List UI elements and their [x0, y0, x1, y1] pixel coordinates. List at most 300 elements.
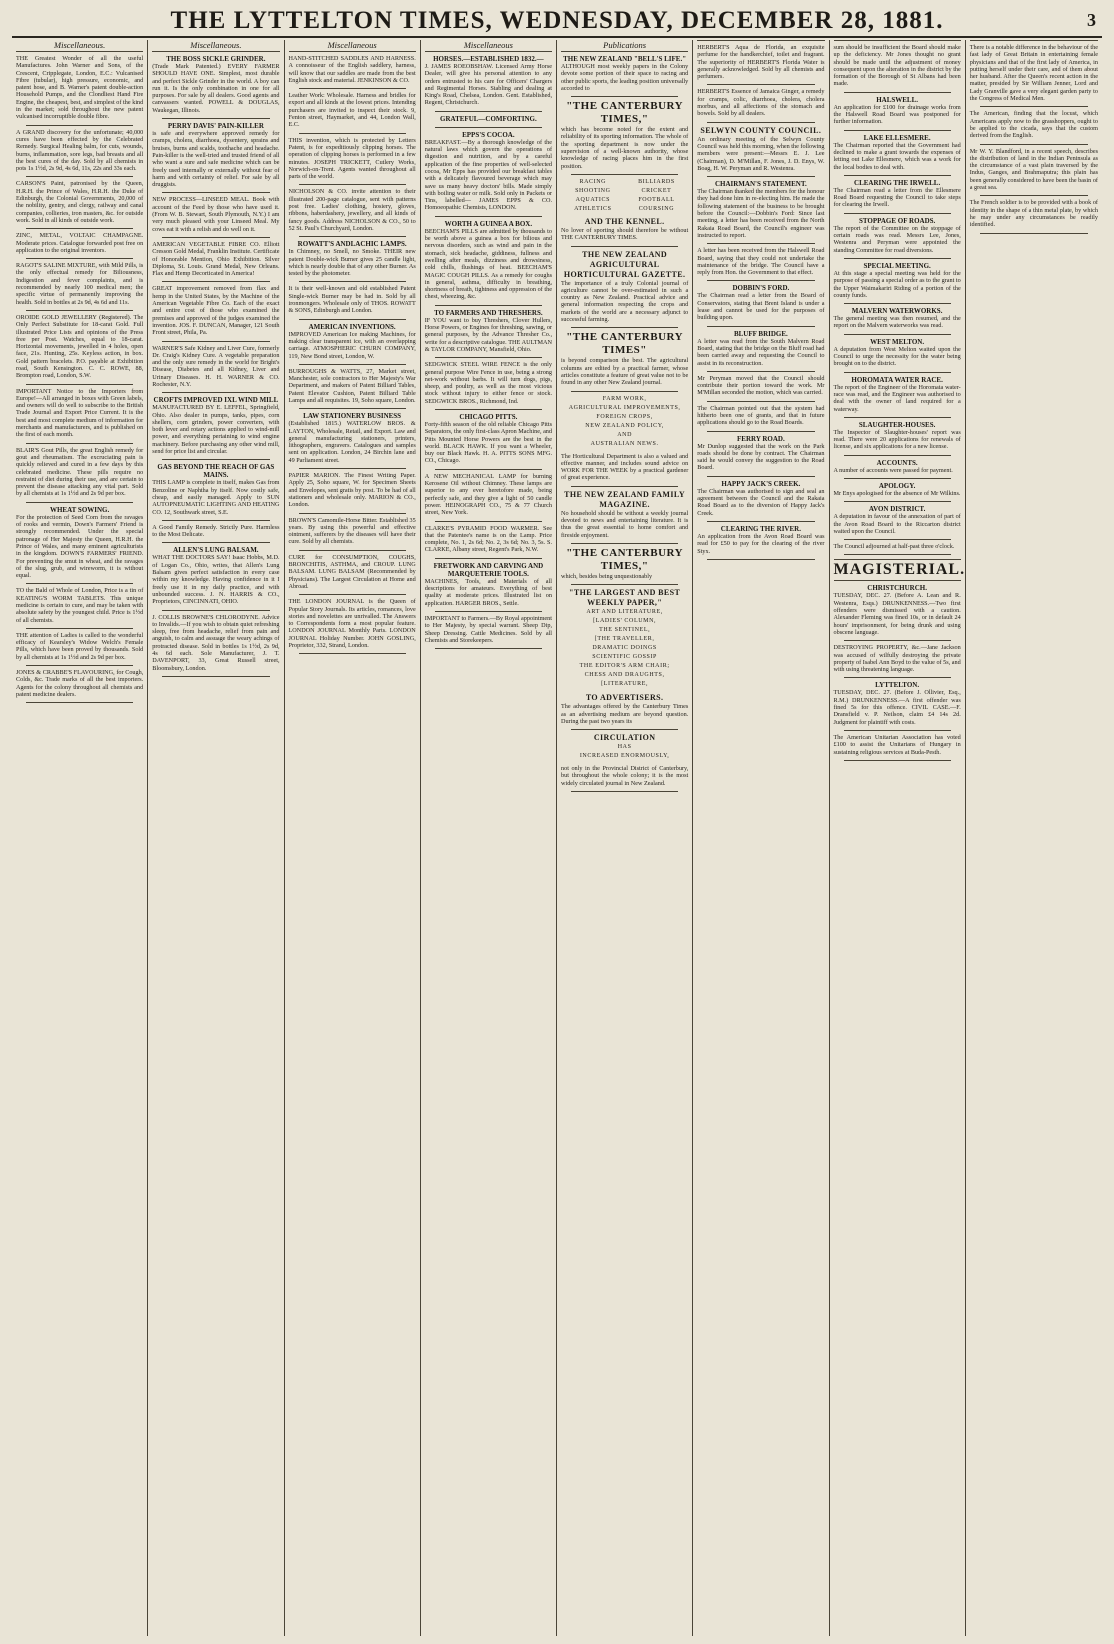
advertisement-block — [289, 517, 416, 546]
block-heading: SPECIAL MEETING. — [863, 261, 931, 270]
block-text: A GRAND discovery for the unfortunate; 40,000 cures have been effected by the Celebrated Remedy. Surgical Healing balm, for cuts, wounds, burns, inflammation, sore legs, bad breasts and all the best cures of the day. Sold by all chemists in pots 1s 1½d, 2s 9d, 4s 6d, 11s, 22s and 33s each. — [16, 128, 144, 173]
divider-rule — [299, 594, 406, 595]
advertisement-block — [697, 88, 824, 117]
block-text: BREAKFAST.—By a thorough knowledge of the natural laws which govern the operations of digestion and nutrition, and by a careful application of the fine properties of well-selected cocoa, Mr Epps has provided our breakfast tables with a delicately flavoured beverage which may save us many heavy doctors' bills. Made simply with boiling water or milk. Sold only in Packets or Tins, labelled— JAMES EPPS & CO. Homoeopathic Chemists, LONDON. — [424, 138, 552, 212]
block-text: A NEW MECHANICAL LAMP for burning Kerosene Oil without Chimney. These lamps are superior to any ever heretofore made, being perfectly safe, and they give a light of 50 candle power. HEINOGRAPH CO., 75 & 77 Church street, New York. — [424, 472, 552, 517]
block-text: The Chairman was authorised to sign and seal an agreement between the Council and the Rakaia Road Board as to the diversion of Happy Jack's Creek. — [697, 487, 825, 517]
advertisement-block — [16, 180, 143, 224]
block-text: is beyond comparison the best. The agricultural columns are edited by a practical farmer, whose articles constitute a feature of great value not to be found in any other New Zealand journal. — [561, 357, 689, 387]
block-text: The Chairman read a letter from the Ellesmere Road Board requesting the Council to take steps for clearing the Irwell. — [833, 186, 961, 209]
advertisement-block — [289, 598, 416, 649]
block-heading: CROFTS IMPROVED IXL WIND MILL — [153, 396, 279, 405]
block-heading: CHRISTCHURCH. — [867, 584, 927, 593]
advertisement-block — [425, 473, 552, 517]
list-item: CHESS AND DRAUGHTS, — [584, 672, 665, 679]
divider-rule — [162, 676, 269, 677]
block-heading: LAKE ELLESMERE. — [863, 133, 931, 142]
divider-rule — [707, 371, 814, 372]
advertisement-block — [425, 361, 552, 405]
block-text: The French soldier is to be provided with a book of identity in the shape of a thin metal plate, by which he may under any circumstances be readily identified. — [969, 199, 1098, 229]
advertisement-block — [834, 734, 961, 756]
block-heading: SLAUGHTER-HOUSES. — [858, 420, 936, 429]
advertisement-block — [425, 562, 552, 607]
magisterial-heading: MAGISTERIAL. — [834, 559, 961, 581]
advertisement-block — [152, 345, 279, 389]
column-7 — [830, 40, 966, 1636]
display-heading: "THE CANTERBURY TIMES," — [566, 100, 684, 126]
advertisement-block — [152, 524, 279, 539]
divider-rule — [844, 213, 951, 214]
advertisement-block — [16, 232, 143, 254]
block-text: (Trade Mark Patented.) EVERY FARMER SHOULD HAVE ONE. Simplest, most durable and perfect Sickle Grinder in the world. A boy can run it. Is the only combination in one for all purposes. For sale by all dealers. Good agents and canvassers wanted. POWELL & DOUGLAS, Waukegan, Illinois. — [152, 63, 280, 114]
divider-rule — [162, 192, 269, 193]
item-list — [561, 608, 688, 689]
divider-rule — [26, 176, 133, 177]
divider-rule — [844, 730, 951, 731]
advertisement-block — [561, 453, 688, 482]
block-heading: ACCOUNTS. — [876, 458, 918, 467]
block-text: CLARKE'S PYRAMID FOOD WARMER. See that the Patentee's name is on the Lamp. Price complete, No. 1, 2s 6d; No. 2, 3s 6d; No. 3, 5s. S. CLARKE, Albany street, Regent's Park, N.W. — [424, 524, 552, 554]
block-text: Leather Work: Wholesale. Harness and bridles for export and all kinds at the lowest prices. Intending purchasers are invited to inspect their stock. 9, Fenton street, Haymarket, and 44, London Wall, E.C. — [288, 92, 416, 129]
section-heading: THE NEW ZEALAND AGRICULTURAL — [582, 249, 668, 269]
advertisement-block — [16, 314, 143, 380]
advertisement-block — [289, 554, 416, 590]
column-heading: Miscellaneous. — [152, 40, 279, 52]
advertisement-block — [697, 330, 824, 367]
column-3 — [285, 40, 421, 1636]
block-text: (Established 1815.) WATERLOW BROS. & LAYTON, Wholesale, Retail, and Export. Law and general manufacturing stationers, printers, lithographers, engravers. Catalogues and samples sent on application. London, 24 Birchin lane and 49 Parliament street. — [288, 420, 416, 464]
block-text: Mr Dunlop suggested that the work on the Park roads should be done by contract. The Chairman said he would convey the suggestion to the Road Board. — [697, 442, 825, 472]
block-text: WHAT THE DOCTORS SAY! Isaac Hobbs, M.D. of Logan Co., Ohio, writes, that Allen's Lung Balsam gives perfect satisfaction in every case within my knowledge. Having confidence in it I freely use it in my daily practice, and with unbounded success. J. N. HARRIS & CO., Proprietors, CINCINNATI, OHIO. — [152, 554, 280, 606]
advertisement-block — [152, 285, 279, 336]
advertisement-block — [289, 55, 416, 84]
divider-rule — [707, 521, 814, 522]
list-item: AND — [617, 431, 633, 438]
block-text: J. JAMES ROEOBSHAW. Licensed Army Horse Dealer, will give his personal attention to any orders entrusted to his care for Officers' Chargers and Regimental Horses. Stabling and dealing at King's Road, Chelsea, London. Gent. Established, Regent, Christchurch. — [424, 63, 552, 107]
column-heading: Miscellaneous — [425, 40, 552, 52]
list-item: FARM WORK, — [602, 395, 647, 402]
columns — [12, 40, 1102, 1636]
column-8 — [966, 40, 1102, 1636]
divider-rule — [26, 443, 133, 444]
divider-rule — [844, 258, 951, 259]
block-heading: CLEARING THE IRWELL. — [854, 178, 941, 187]
advertisement-block — [834, 179, 961, 209]
divider-rule — [299, 408, 406, 409]
advertisement-block — [834, 96, 961, 126]
block-text: THE LONDON JOURNAL is the Queen of Popular Story Journals. Its articles, romances, love stories and novelettes are unrivalled. The Answers to Correspondents form a most popular feature. LONDON JOURNAL Monthly Parts. LONDON JOURNAL Holiday Number. JOHN GOSLING, Proprietor, 332, Strand, London. — [288, 598, 416, 649]
divider-rule — [435, 111, 542, 112]
divider-rule — [844, 677, 951, 678]
divider-rule — [26, 583, 133, 584]
divider-rule — [707, 122, 814, 123]
block-heading: LYTTELTON. — [875, 681, 920, 690]
advertisement-block — [152, 463, 279, 515]
list-item: [LADIES' COLUMN, — [593, 618, 657, 625]
advertisement-block — [697, 136, 824, 172]
block-text: An ordinary meeting of the Selwyn County Council was held this morning, when the following members were present:—Messrs E. J. Lee (Chairman), D. M'Millan, F. Jones, J. D. Enys, W. Boag, H. W. Peryman and R. Westenra. — [697, 135, 825, 172]
item-list — [561, 395, 688, 449]
block-text: AMERICAN VEGETABLE FIBRE CO. Elliott Cresson Gold Medal, Franklin Institute. Certificate of Honorable Mention, Ohio Exhibition. Silver Diploma, St. Louis. Grand Medal, New Orleans. Flax and Hemp Decorticated in America! — [152, 240, 280, 278]
divider-rule — [707, 84, 814, 85]
divider-rule — [162, 459, 269, 460]
divider-rule — [571, 543, 678, 544]
block-text: THIS invention, which is protected by Letters Patent, is for expeditiously clipping horses. The operation of clipping horses is performed in a few minutes. JOSEPH TRICKETT, Cutlery Works, Norwich-on-Trent. Agents wanted throughout all parts of the world. — [288, 136, 416, 181]
advertisement-block — [834, 338, 961, 368]
advertisement-block — [834, 376, 961, 413]
list-item: AGRICULTURAL IMPROVEMENTS, — [568, 404, 681, 411]
block-text: ZINC, METAL, VOLTAIC CHAMPAGNE. Moderate prices. Catalogue forwarded post free on application to the original inventors. — [16, 232, 144, 254]
block-text: TO the Bald of Whole of London, Price is a tin of KEATING'S WORM TABLETS. This unique medicine is certain to cure, and may be taken with absolute safety by the youngest child. Price is 1½d of all chemists. — [16, 587, 144, 624]
block-text: GREAT improvement removed from flax and hemp in the United States, by the Machine of the American Vegetable Fibre Co. Each of the exact and entire cost of those who examined the premises and approved of the judges examined the invention. JOS. F. DUNCAN, Manager, 121 South Front street, Phila, Pa. — [152, 285, 280, 337]
block-text: Mr Peryman moved that the Council should contribute their portion toward the work. Mr M'Millan seconded the motion, which was carried. — [697, 374, 825, 397]
block-text: JONES & CRABBE'S FLAVOURING, for Cough, Colds, &c. Trade marks of all the best importers. Agents for the colony throughout all chemists and patent medicine dealers. — [16, 669, 144, 698]
divider-rule — [162, 542, 269, 543]
divider-rule — [299, 133, 406, 134]
list-item: BILLIARDS — [638, 178, 675, 185]
block-text: A letter has been received from the Halswell Road Board, saying that they could not undertake the maintenance of the bridge. The Council have a reply from Hon. the Government to that effect. — [697, 247, 825, 277]
block-text: THE Greatest Wonder of all the useful Manufactures. John Warner and Sons, of the Crescent, Cripplegate, London, E.C.: Vulcanised Fibre (tubular), high pressure, economic, and patent hose, and B. Warner's patent double-action Household Pumps, and the Clondliest Hand Fire Engine, the cheapest, best, and simplest of the kind in the market; sold throughout the new patent vulcanised incorruptible double fibre. — [16, 55, 144, 121]
display-heading: "THE CANTERBURY TIMES" — [566, 331, 684, 357]
advertisement-block — [697, 435, 824, 472]
block-text: Mr W. Y. Blandford, in a recent speech, describes the distribution of land in the Indian Peninsula as the circumstance of a vast plain traversed by the Indus, Ganges, and Brahmaputra; this plain has been generally considered to have been the basin of a great sea. — [969, 147, 1098, 192]
advertisement-block — [834, 134, 961, 171]
block-text: In Chimney, no Smell, no Smoke. THEIR new patent Double-wick Burner gives 25 candle light, which is nearly double that of any other Burner. As tested by the photometer. — [288, 248, 416, 278]
block-text: NICHOLSON & CO. invite attention to their illustrated 200-page catalogue, sent with patterns post free. Ladies' clothing, hosiery, gloves, ribbons, haberdashery, jewellery, and all kinds of fancy goods. Address NICHOLSON & CO., 50 to 52 St. Paul's Churchyard, London. — [288, 188, 416, 232]
block-heading: DOBBIN'S FORD. — [732, 284, 790, 293]
divider-rule — [844, 92, 951, 93]
page-number: 3 — [1087, 10, 1096, 30]
advertisement-block — [697, 247, 824, 276]
advertisement-block — [16, 669, 143, 698]
block-heading: APOLOGY. — [878, 481, 916, 490]
list-item: ATHLETICS — [574, 205, 612, 212]
advertisement-block — [289, 368, 416, 404]
block-heading: PERRY DAVIS' PAIN-KILLER — [167, 122, 264, 131]
list-item: HAS — [617, 744, 632, 751]
block-heading: CHAIRMAN'S STATEMENT. — [714, 180, 807, 189]
block-heading: GRATEFUL—COMFORTING. — [440, 114, 537, 123]
block-text: A number of accounts were passed for payment. — [833, 466, 953, 474]
advertisement-block — [16, 129, 143, 173]
block-text: A letter was read from the South Malvern Road Board, stating that the bridge on the Bluff road had been carried away and requesting the Council to assist in its reconstruction. — [697, 337, 825, 367]
item-list — [561, 743, 688, 761]
block-text: MACHINES, Tools, and Materials of all descriptions for amateurs. Everything of best quality at moderate prices. Illustrated list on application. HARGER BROS., Settle. — [424, 577, 552, 607]
block-text: The American, finding that the locust, which Americans apply now to the grasshoppers, ought to be applied to the cicada, says that the custom derived from the English. — [969, 110, 1098, 140]
advertisement-block — [152, 241, 279, 277]
list-item: COURSING — [638, 205, 675, 212]
advertisement-block — [834, 44, 961, 88]
block-text: which, besides being unquestionably — [561, 572, 653, 580]
divider-rule — [571, 486, 678, 487]
block-heading: HOROMATA WATER RACE. — [851, 375, 943, 384]
block-text: The general meeting was then resumed, and the report on the Malvern waterworks was read. — [833, 315, 961, 330]
advertisement-block — [16, 506, 143, 580]
block-heading: THE BOSS SICKLE GRINDER. — [166, 55, 266, 63]
block-text: A deputation from West Melton waited upon the Council to urge the necessity for the water being brought on to the district. — [833, 345, 961, 368]
divider-rule — [844, 640, 951, 641]
block-heading: FERRY ROAD. — [737, 434, 785, 443]
advertisement-block — [561, 55, 688, 92]
block-text: BEECHAM'S PILLS are admitted by thousands to be worth above a guinea a box for bilious and nervous disorders, such as wind and pain in the stomach, sick headache, giddiness, fullness and swelling after meals, dizziness and drowsiness, cold chills, flushings of heat. BEECHAM'S MAGIC COUGH PILLS. As a remedy for coughs in general, asthma, difficulty in breathing, shortness of breath, tightness and oppression of the chest, wheezing, &c. — [424, 227, 552, 301]
divider-rule — [26, 384, 133, 385]
divider-rule — [26, 125, 133, 126]
block-heading: ROWATT'S ANDLACHIC LAMPS. — [297, 240, 407, 249]
advertisement-block — [561, 280, 688, 324]
divider-rule — [435, 469, 542, 470]
list-item: DRAMATIC DOINGS — [592, 645, 657, 652]
advertisement-block — [16, 388, 143, 439]
advertisement-block — [834, 262, 961, 299]
block-text: J. COLLIS BROWNE'S CHLORODYNE. Advice to Invalids.—If you wish to obtain quiet refreshing sleep, free from headache, relief from pain and anguish, to calm and assuage the weary achings of protracted disease. Sold in bottles 1s 1½d, 2s 9d, 4s 6d each. Sole Manufacturer, J. T. DAVENPORT, 33, Great Russell street, Bloomsbury, London. — [152, 613, 280, 672]
block-text: The Chairman thanked the members for the honour they had done him in re-electing him. He made the following statement of the business to be brought before the Council:—Dobbin's Ford: Since last meeting, a letter has been received from the North Rakaia Road Board, the Council's engineer was instructed to report. — [697, 188, 825, 239]
advertisement-block — [16, 447, 143, 498]
divider-rule — [299, 281, 406, 282]
divider-rule — [980, 144, 1088, 145]
divider-rule — [980, 233, 1088, 234]
block-heading: THE NEW ZEALAND "BELL'S LIFE." — [563, 55, 687, 63]
block-text: The Chairman read a letter from the Board of Conservators, stating that Brent Island is under a lease and cannot be used for the purposes of building upon. — [697, 292, 825, 322]
column-4 — [421, 40, 557, 1636]
list-item: ART AND LITERATURE, — [586, 609, 663, 616]
advertisement-block — [152, 122, 279, 188]
list-item: SHOOTING — [575, 187, 611, 194]
advertisement-block — [561, 126, 688, 170]
block-heading: WORTH A GUINEA A BOX. — [444, 219, 533, 228]
divider-rule — [435, 648, 542, 649]
block-heading: ALLEN'S LUNG BALSAM. — [173, 546, 259, 555]
block-text: OROIDE GOLD JEWELLERY (Registered). The Only Perfect Substitute for 18-carat Gold. Full illustrated Price Lists and opinions of the Press free per Post. Watches, equal to 18-carat. Horizontal movements, jewelled in 4 holes, open face, 21s. Hunting, 25s. Keyless action, in box. Gold pattern bracelets. P.O. payable at Exhibition road, South Kensington. C. C. ROWE, 88, Brompton road, London, S.W. — [16, 313, 144, 380]
section-heading: HORTICULTURAL GAZETTE. — [563, 269, 686, 279]
block-text: No household should be without a weekly journal devoted to news and entertaining literature. It is thus the great essential to home comfort and fireside enjoyment. — [561, 509, 689, 539]
section-heading: AND THE KENNEL. — [584, 216, 665, 226]
masthead — [12, 6, 1102, 38]
advertisement-block — [697, 284, 824, 321]
divider-rule — [980, 195, 1088, 196]
block-text: Forty-fifth season of the old reliable Chicago Pitts Separators, the only first-class Apron Machine, and Pitts Mounted Horse Powers are the best in the world. BLACK HAWK. If you want a Wheeler, buy our Black Hawk. H. A. PITTS SONS MFG. CO., Chicago. — [424, 420, 552, 465]
block-heading: CLEARING THE RIVER. — [720, 524, 801, 533]
advertisement-block — [16, 587, 143, 623]
advertisement-block — [834, 459, 961, 474]
column-heading: Publications — [561, 40, 688, 52]
block-text: IMPORTANT to Farmers.—By Royal appointment to Her Majesty, by special warrant. Sheep Dip, Sheep Dressing. Cattle Medicines. Sold by all Chemists and Storekeepers. — [424, 614, 552, 644]
list-item: RACING — [579, 178, 607, 185]
block-text: A Good Family Remedy. Strictly Pure. Harmless to the Most Delicate. — [152, 523, 280, 539]
section-heading: SELWYN COUNTY COUNCIL. — [700, 125, 822, 135]
divider-rule — [435, 558, 542, 559]
advertisement-block — [16, 632, 143, 661]
advertisement-block — [834, 421, 961, 451]
divider-rule — [844, 303, 951, 304]
block-text: IF YOU want to buy Threshers, Clover Hullers, Horse Powers, or Engines for threshing, sawing, or general purposes, by the Advance Thresher Co., write for a descriptive catalogue. THE AULTMAN & TAYLOR COMPANY, Mansfield, Ohio. — [424, 316, 552, 353]
advertisement-block — [697, 525, 824, 555]
column-6 — [693, 40, 829, 1636]
advertisement-block — [289, 92, 416, 128]
block-text: The Council adjourned at half-past three o'clock. — [833, 543, 955, 551]
divider-rule — [26, 258, 133, 259]
block-text: HAND-STITCHED SADDLES AND HARNESS. A connoisseur of the English saddlery, harness, will know that our saddles are made from the best English stock and material. JENKINSON & CO. — [288, 55, 416, 84]
advertisement-block — [425, 131, 552, 212]
sports-list-right — [625, 178, 689, 214]
block-text: not only in the Provincial District of Canterbury, but throughout the whole colony; it is the most widely circulated journal in New Zealand. — [561, 765, 689, 787]
divider-rule — [162, 118, 269, 119]
list-item: FOREIGN CROPS, — [596, 413, 653, 420]
advertisement-block — [697, 180, 824, 239]
block-heading: HORSES.—ESTABLISHED 1832.— — [433, 55, 544, 63]
block-text: SEDGWICK STEEL WIRE FENCE is the only general purpose Wire Fence in use, being a strong net-work without barbs. It will turn dogs, pigs, sheep, and poultry, as well as the most vicious stock without injury to either fence or stock. SEDGWICK BROS., Richmond, Ind. — [424, 361, 552, 405]
block-heading: AVON DISTRICT. — [868, 505, 926, 514]
block-heading: WEST MELTON. — [870, 337, 925, 346]
divider-rule — [707, 243, 814, 244]
divider-rule — [844, 554, 951, 555]
advertisement-block — [970, 110, 1098, 139]
block-text: is safe and everywhere approved remedy for cramps, cholera, diarrhoea, dysentery, sprains and bruises, burns and scalds, toothache and headache. Pain-killer is the well-tried and trusted friend of all who want a sure and safe medicine which can be freely used internally or externally without fear of harm and with certainty of relief. For sale by all druggists. — [152, 130, 280, 189]
divider-rule — [844, 760, 951, 761]
block-heading: STOPPAGE OF ROADS. — [858, 216, 936, 225]
block-heading: EPPS'S COCOA. — [462, 130, 515, 139]
divider-rule — [299, 236, 406, 237]
column-heading — [970, 40, 1098, 41]
divider-rule — [707, 431, 814, 432]
divider-rule — [707, 176, 814, 177]
block-heading: MALVERN WATERWORKS. — [851, 307, 943, 316]
block-text: which has become noted for the extent and reliability of its sporting information. The whole of the sporting department is now under the supervision of a well-known authority, whose knowledge of racing places him in the first position. — [561, 126, 689, 170]
advertisement-block — [16, 55, 143, 121]
advertisement-block — [289, 137, 416, 181]
divider-rule — [435, 305, 542, 306]
section-heading: MAGAZINE. — [599, 499, 650, 509]
block-heading: GAS BEYOND THE REACH OF GAS MAINS. — [157, 463, 275, 480]
section-heading: THE NEW ZEALAND FAMILY — [564, 489, 686, 499]
divider-rule — [571, 584, 678, 585]
block-heading: TO FARMERS AND THRESHERS. — [434, 308, 543, 317]
column-2 — [148, 40, 284, 1636]
block-text: BURROUGHS & WATTS, 27, Market street, Manchester, sole contractors to Her Majesty's War Department, and makers of Patent Billiard Tables, Patent Elevator Cushion, Patent Billiard Table Lamps and all requisites. 19, Soho square, London. — [288, 367, 416, 404]
display-heading: "THE CANTERBURY TIMES," — [566, 546, 684, 572]
block-text: PAPIER MARION. The Finest Writing Paper. Apply 25, Soho square, W. for Specimen Sheets and Envelopes, sent gratis by post. To be had of all stationers and wholesale only. MARION & CO., London. — [288, 472, 416, 509]
column-5 — [557, 40, 693, 1636]
advertisement-block — [425, 525, 552, 554]
block-text: The Chairman reported that the Government had declined to make a grant towards the expenses of letting out Lake Ellesmere, which was a work for the local bodies to deal with. — [833, 141, 961, 171]
advertisement-block — [970, 148, 1098, 192]
advertisement-block — [289, 412, 416, 464]
divider-rule — [435, 409, 542, 410]
advertisement-block — [289, 188, 416, 232]
divider-rule — [844, 372, 951, 373]
divider-rule — [162, 610, 269, 611]
column-heading: Miscellaneous — [289, 40, 416, 52]
divider-rule — [26, 502, 133, 503]
divider-rule — [299, 468, 406, 469]
divider-rule — [299, 364, 406, 365]
divider-rule — [707, 559, 814, 560]
divider-rule — [299, 184, 406, 185]
divider-rule — [844, 539, 951, 540]
divider-rule — [844, 130, 951, 131]
divider-rule — [162, 237, 269, 238]
divider-rule — [571, 96, 678, 97]
divider-rule — [26, 310, 133, 311]
advertisement-block — [970, 44, 1098, 102]
divider-rule — [844, 417, 951, 418]
advertisement-block — [561, 765, 688, 787]
advertisement-block — [152, 196, 279, 232]
block-text: The importance of a truly Colonial journal of agriculture cannot be over-estimated in such a country as New Zealand. Practical advice and general information respecting the crops and markets of the world are a necessary adjunct to successful farming. — [561, 279, 689, 324]
advertisement-block — [289, 323, 416, 360]
advertisement-block — [425, 413, 552, 465]
advertisement-block — [834, 217, 961, 254]
advertisement-block — [834, 681, 961, 725]
advertisement-block — [425, 115, 552, 123]
advertisement-block — [834, 543, 961, 550]
column-heading: Miscellaneous. — [16, 40, 143, 52]
column-heading — [697, 40, 824, 41]
block-text: BROWN'S Camomile-Horse Bitter. Established 35 years. By using this powerful and effective ointment, sufferers by the diseases will have their cure. Sold by all chemists. — [288, 516, 416, 546]
advertisement-block — [152, 546, 279, 605]
block-text: The advantages offered by the Canterbury Times as an advertising medium are beyond question. During the past two years its — [561, 703, 689, 725]
block-text: THE attention of Ladies is called to the wonderful efficacy of Kearsley's Widow Welch's Female Pills, which have been proved by thousands. Sold by all chemists at 1s 1½d and 2s 9d per box. — [16, 631, 144, 661]
block-text: Mr Enys apologised for the absence of Mr Wilkins. — [833, 489, 961, 497]
block-text: BLAIR'S Gout Pills, the great English remedy for gout and rheumatism. The excruciating pain is quickly relieved and cured in a few days by this celebrated medicine. These pills require no restraint of diet during their use, and are certain to prevent the disease attacking any vital part. Sold by all chemists at 1s 1½d and 2s 9d per box. — [16, 446, 144, 498]
divider-rule — [26, 228, 133, 229]
advertisement-block — [697, 375, 824, 397]
block-text: sum should be insufficient the Board should make up the deficiency. Mr Jones thought no grant should be made until the adjustment of money consequent upon the alteration in the district by the formation of the Borough of St Albans had been made. — [833, 44, 961, 88]
advertisement-block — [697, 44, 824, 80]
advertisement-block — [561, 227, 688, 242]
list-item: FOOTBALL — [638, 196, 675, 203]
list-item: THE EDITOR'S ARM CHAIR; — [579, 663, 670, 670]
block-text: DESTROYING PROPERTY, &c.—Jane Jackson was accused of wilfully destroying the private property of Isabel Ann Boyd to the value of 5s, and with using threatening language. — [833, 644, 961, 674]
block-heading: CHICAGO PITTS. — [459, 412, 518, 421]
section-heading: CIRCULATION — [593, 733, 656, 743]
column-1 — [12, 40, 148, 1636]
block-text: The report of the Engineer of the Horomata water-race was read, and the Engineer was authorised to deal with the owner of land required for a waterway. — [833, 383, 961, 413]
block-text: TUESDAY, DEC. 27. (Before A. Lean and R. Westenra, Esqs.) DRUNKENNESS.—Two first offenders were dismissed with a caution. Alexander Fleming was fined 10s, or in default 24 hours' imprisonment, for being drunk and using obscene language. — [833, 592, 961, 636]
advertisement-block — [289, 472, 416, 508]
divider-rule — [162, 281, 269, 282]
divider-rule — [571, 391, 678, 392]
divider-rule — [435, 521, 542, 522]
block-text: The Horticultural Department is also a valued and effective manner, and includes sound advice on WORK FOR THE WEEK by a practical gardener of great experience. — [561, 452, 689, 482]
block-text: HERBERT'S Aqua de Florida, an exquisite perfume for the handkerchief, toilet and fragrant. The superiority of HERBERT'S Florida Water is generally acknowledged. Sold by all chemists and perfumers. — [697, 44, 825, 81]
list-item: INCREASED ENORMOUSLY, — [579, 753, 670, 760]
block-text: NEW PROCESS—LINSEED MEAL. Book with account of the Feed by those who have used it. (From W. B. Stewart, South Plymouth, N.Y.) I am very much pleased with your Linseed Meal. My cows eat it with a relish and do well on it. — [152, 196, 280, 233]
divider-rule — [299, 653, 406, 654]
newspaper-title: THE LYTTELTON TIMES, WEDNESDAY, DECEMBER 28, 1881. — [170, 7, 944, 34]
divider-rule — [26, 665, 133, 666]
block-heading: HALSWELL. — [876, 95, 919, 104]
list-item: SCIENTIFIC GOSSIP — [592, 654, 657, 661]
divider-rule — [844, 478, 951, 479]
list-item: AQUATICS — [575, 196, 611, 203]
divider-rule — [26, 628, 133, 629]
block-text: For the protection of Seed Corn from the ravages of rooks and vermin, Down's Farmers' Friend is strongly recommended. Under the special patronage of Her Majesty the Queen, H.R.H. the Prince of Wales, and many eminent agriculturists in the kingdom. DOWN'S FARMERS' FRIEND. For preventing the smut in wheat, and the ravages of the slug, grub, and wireworm, it is without equal. — [16, 513, 144, 580]
block-text: HERBERT'S Essence of Jamaica Ginger, a remedy for cramps, colic, diarrhoea, cholera, cholera morbus, and all affections of the stomach and bowels. Sold by all dealers. — [697, 88, 825, 118]
block-text: An application from the Avon Road Board was read for £50 to pay for the clearing of the river Styx. — [697, 532, 825, 555]
advertisement-block — [16, 262, 143, 306]
block-text: WARNER'S Safe Kidney and Liver Cure, formerly Dr. Craig's Kidney Cure. A vegetable preparation and the only sure remedy in the world for Bright's Disease, Diabetes and all Kidney, Liver and Urinary Diseases. H. H. WARNER & CO. Rochester, N.Y. — [152, 344, 280, 388]
advertisement-block — [834, 505, 961, 535]
block-text: The Chairman pointed out that the system had hitherto been one of grants, and that in future applications should go to the Road Boards. — [697, 404, 825, 427]
divider-rule — [844, 175, 951, 176]
divider-rule — [435, 127, 542, 128]
advertisement-block — [425, 220, 552, 301]
block-heading: AMERICAN INVENTIONS. — [308, 322, 396, 331]
advertisement-block — [697, 480, 824, 517]
divider-rule — [571, 246, 678, 247]
block-text: The report of the Committee on the stoppage of certain roads was read. Messrs Lee, Jones, Westenra and Peryman were appointed the standing Committee for road diversions. — [833, 224, 961, 254]
advertisement-block — [697, 405, 824, 427]
